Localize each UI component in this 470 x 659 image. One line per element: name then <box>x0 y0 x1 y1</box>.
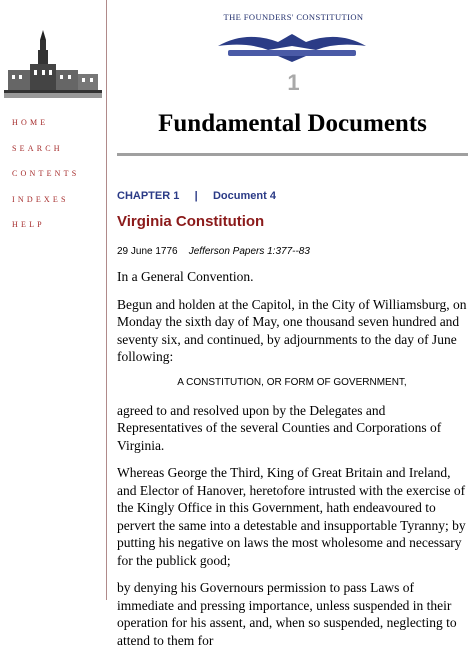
chapter-breadcrumb <box>117 190 276 202</box>
document-date: 29 June 1776 <box>117 246 178 257</box>
eagle-banner-icon <box>216 24 368 62</box>
breadcrumb-separator: | <box>194 190 198 202</box>
nav-help-link[interactable]: HELP <box>12 220 45 229</box>
nav-home-link[interactable]: HOME <box>12 118 49 127</box>
document-date-line <box>117 246 310 257</box>
section-heading: A CONSTITUTION, OR FORM OF GOVERNMENT, <box>177 376 407 388</box>
document-number: Document 4 <box>212 190 276 202</box>
main-content <box>117 0 470 648</box>
paragraph: by denying his Governours permission to pass Laws of immediate and pressing importance, unless suspended in their operation for his assent, and, when so suspended, neglecting to attend to them for <box>117 580 457 648</box>
paragraph: Whereas George the Third, King of Great Britain and Ireland, and Elector of Hanover, heretofore intrusted with the exercise of the Kingly Office in this Government, hath endeavoured to pervert the same into a detestable and insupportable Tyranny; by putting his negative on laws the most wholesome and necessary for the publick good; <box>117 465 466 568</box>
sidebar <box>0 0 107 600</box>
volume-title: Fundamental Documents <box>158 110 427 137</box>
nav-contents-link[interactable]: CONTENTS <box>12 169 80 178</box>
chapter-link[interactable]: CHAPTER 1 <box>117 190 180 202</box>
volume-number: 1 <box>287 70 300 95</box>
nav-search-link[interactable]: SEARCH <box>12 143 63 153</box>
title-divider <box>117 153 468 156</box>
document-title: Virginia Constitution <box>117 213 265 230</box>
independence-hall-logo[interactable] <box>4 30 102 100</box>
paragraph: Begun and holden at the Capitol, in the City of Williamsburg, on Monday the sixth day of May, one thousand seven hundred and seventy six, and continued, by adjournments to the day of June following: <box>117 296 467 364</box>
document-body <box>117 268 467 659</box>
sidebar-nav <box>12 118 79 246</box>
nav-indexes-link[interactable]: INDEXES <box>12 194 69 204</box>
paragraph: agreed to and resolved upon by the Delegates and Representatives of the several Counties and Corporations of Virginia. <box>117 402 442 453</box>
paragraph: In a General Convention. <box>117 269 254 284</box>
document-source: Jefferson Papers 1:377--83 <box>188 246 310 257</box>
site-title[interactable]: THE FOUNDERS' CONSTITUTION <box>223 12 364 22</box>
